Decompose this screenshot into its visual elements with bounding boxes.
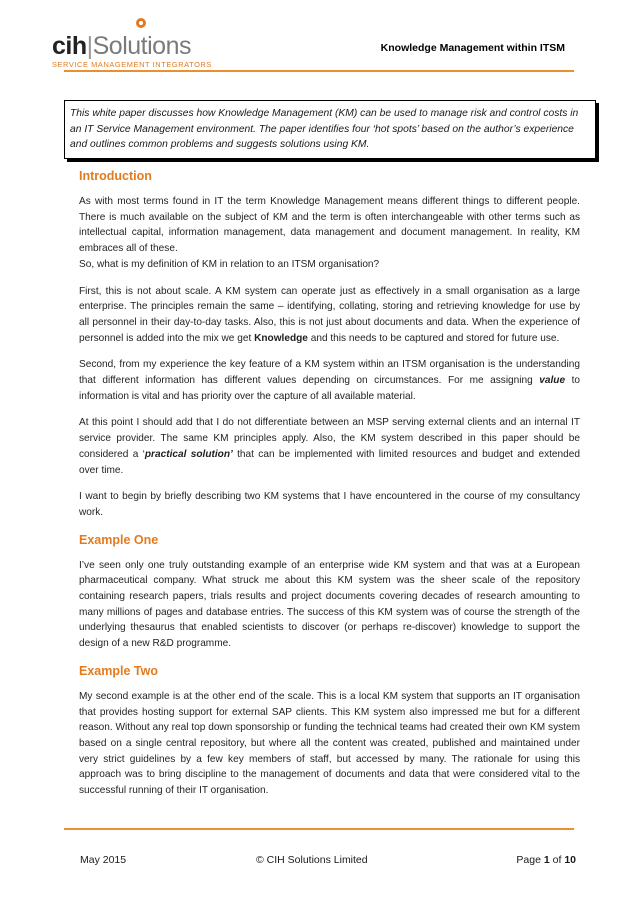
section-heading-example-one: Example One bbox=[79, 532, 159, 547]
paragraph: I’ve seen only one truly outstanding example of an enterprise wide KM system and that was at a European pharmaceutical company. What struck me about this KM system was the sheer scale of the repository containing research papers, trials results and project documents covering decades of research amounting to many millions of pages and database entries. The success of this KM system was of course the strength of the underlying thesaurus that enabled scientists to discover (or perhaps re-discover) knowledge to support the design of a new R&D programme. bbox=[79, 559, 580, 650]
footer-date: May 2015 bbox=[80, 854, 127, 866]
footer-copyright: © CIH Solutions Limited bbox=[256, 854, 368, 866]
company-logo bbox=[52, 18, 212, 69]
page-number: Page 1 of 10 bbox=[516, 854, 576, 866]
section-heading-example-two: Example Two bbox=[79, 663, 158, 678]
emphasis-practical-solution: practical solution’ bbox=[144, 448, 233, 460]
paragraph: As with most terms found in IT the term Knowledge Management means different things to different people. There is much available on the subject of KM and the term is often interchangeable with other terms such as intellectual capital, information management, data management and document management. In reality, KM embraces all of these. bbox=[79, 196, 580, 255]
section-heading-introduction: Introduction bbox=[79, 169, 152, 183]
emphasis-knowledge: Knowledge bbox=[254, 332, 308, 344]
paragraph: Second, from my experience the key feature of a KM system within an ITSM organisation is the understanding that different information has different values depending on circumstances. For me assigning value to information is vital and has priority over the capture of all available material. bbox=[79, 359, 580, 402]
paragraph: First, this is not about scale. A KM system can operate just as effectively in a small organisation as a large enterprise. The principles remain the same – identifying, collating, storing and retrieving knowledge for use by all personnel in their day-to-day tasks. Also, this is not just about documents and data. When the experience of personnel is added into the mix we get Knowledge and this needs to be captured and stored for future use. bbox=[79, 285, 580, 344]
header-divider bbox=[64, 70, 574, 72]
footer-divider bbox=[64, 828, 574, 830]
emphasis-value: value bbox=[539, 375, 566, 387]
paragraph: At this point I should add that I do not differentiate between an MSP serving external clients and an internal IT service provider. The same KM principles apply. Also, the KM system described in this paper should be considered a ‘practical solution’ that can be implemented with limited resources and budget and extended over time. bbox=[79, 417, 581, 476]
paragraph: So, what is my definition of KM in relation to an ITSM organisation? bbox=[79, 258, 380, 270]
paragraph: My second example is at the other end of the scale. This is a local KM system that supports an IT organisation that provides hosting support for external SAP clients. This KM system also impressed me but for a different reason. Without any real top down sponsorship or funding the technical teams had created their own KM system based on a single central repository, but where all the content was created, published and maintained under very strict guidelines by a few key members of staff, but accessed by many. The rationale for using this approach was to bring discipline to the management of documents and data that were considered vital to the successful running of their IT organisation. bbox=[79, 690, 580, 797]
abstract-box: This white paper discusses how Knowledge Management (KM) can be used to manage risk and control costs in an IT Service Management environment. The paper identifies four ‘hot spots’ based on the author’s experience and outlines common problems and suggests solutions using KM. bbox=[64, 100, 596, 159]
logo-wordmark: cih|Solutions bbox=[52, 32, 191, 60]
paragraph: I want to begin by briefly describing two KM systems that I have encountered in the course of my consultancy work. bbox=[79, 491, 580, 518]
page-body bbox=[79, 168, 580, 810]
logo-mark-icon bbox=[136, 18, 146, 28]
running-header-title: Knowledge Management within ITSM bbox=[380, 42, 565, 54]
logo-tagline: SERVICE MANAGEMENT INTEGRATORS bbox=[52, 60, 212, 69]
